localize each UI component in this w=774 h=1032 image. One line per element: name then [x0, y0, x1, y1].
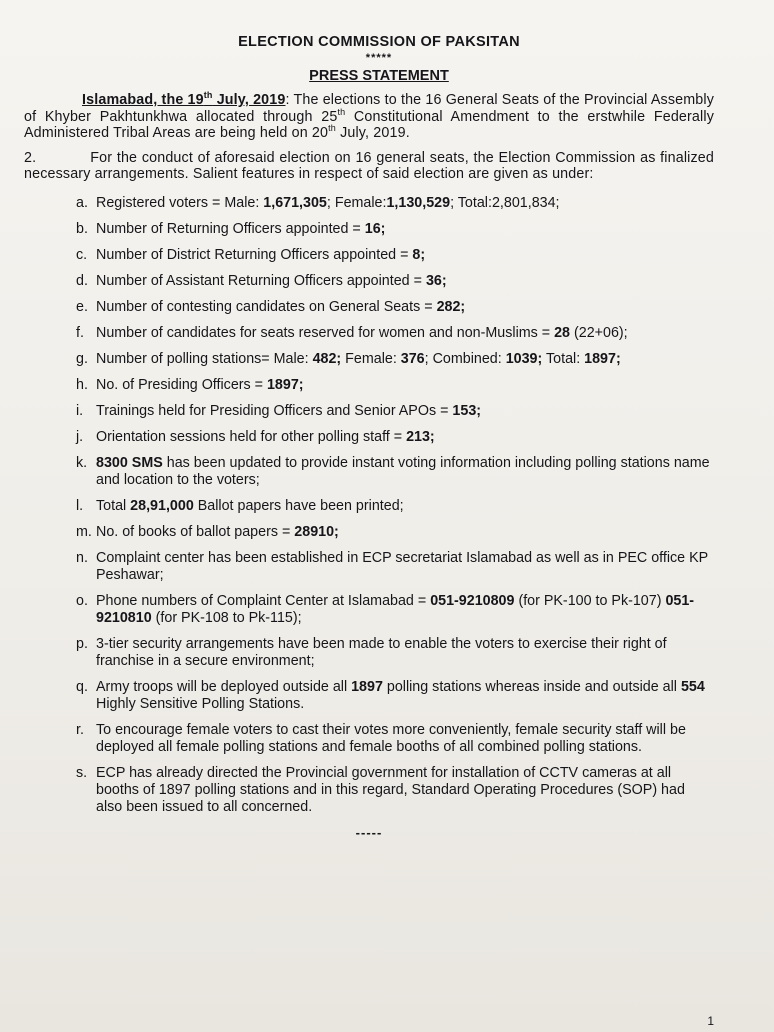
list-item-marker: b.: [76, 220, 88, 237]
list-item-text: Orientation sessions held for other polling staff = 213;: [96, 428, 435, 445]
list-item-marker: p.: [76, 635, 88, 652]
list-item-marker: r.: [76, 721, 84, 738]
list-item-text: Registered voters = Male: 1,671,305; Female:1,130,529; Total:2,801,834;: [96, 194, 560, 211]
list-item-text: Number of polling stations= Male: 482; Female: 376; Combined: 1039; Total: 1897;: [96, 350, 621, 367]
list-item-marker: l.: [76, 497, 84, 514]
list-item-text: Number of contesting candidates on General Seats = 282;: [96, 298, 466, 315]
list-item-marker: i.: [76, 402, 84, 419]
list-item-text: 8300 SMS has been updated to provide instant voting information including polling stations name and location to the voters;: [96, 454, 710, 488]
list-item-marker: f.: [76, 324, 84, 341]
list-item-marker: e.: [76, 298, 88, 315]
list-item-marker: h.: [76, 376, 88, 393]
list-item: [24, 299, 714, 316]
organization-name: ELECTION COMMISSION OF PAKSITAN: [238, 34, 520, 50]
list-item-text: To encourage female voters to cast their votes more conveniently, female security staff will be deployed all female polling stations and female booths of all combined polling stations.: [96, 721, 686, 755]
list-item: [24, 221, 714, 238]
list-item-marker: j.: [76, 428, 84, 445]
list-item-text: Complaint center has been established in ECP secretariat Islamabad as well as in PEC office KP Peshawar;: [96, 549, 708, 583]
list-item: [24, 636, 714, 670]
features-list: [24, 195, 714, 816]
paragraph-number: 2.: [24, 149, 37, 166]
list-item-text: ECP has already directed the Provincial government for installation of CCTV cameras at all booths of 1897 polling stations and in this regard, Standard Operating Procedures (SOP) had also been issued to all concerned.: [96, 764, 685, 815]
separator-stars: *****: [365, 52, 393, 64]
list-item-text: Number of District Returning Officers appointed = 8;: [96, 246, 426, 263]
list-item: [24, 524, 714, 541]
list-item-text: Phone numbers of Complaint Center at Islamabad = 051-9210809 (for PK-100 to Pk-107) 051-9210810 (for PK-108 to Pk-115);: [96, 592, 695, 626]
list-item-marker: q.: [76, 678, 88, 695]
list-item-text: No. of books of ballot papers = 28910;: [96, 523, 339, 540]
list-item: [24, 679, 714, 713]
list-item-text: Number of Returning Officers appointed = 16;: [96, 220, 386, 237]
paragraph-2-text: For the conduct of aforesaid election on 16 general seats, the Election Commission as finalized necessary arrangements. Salient features in respect of said election are given as under:: [24, 149, 714, 183]
list-item-text: No. of Presiding Officers = 1897;: [96, 376, 304, 393]
list-item: [24, 377, 714, 394]
list-item: [24, 429, 714, 446]
list-item: [24, 455, 714, 489]
list-item: [24, 550, 714, 584]
list-item-marker: o.: [76, 592, 88, 609]
list-item-text: Total 28,91,000 Ballot papers have been printed;: [96, 497, 404, 514]
list-item-text: 3-tier security arrangements have been made to enable the voters to exercise their right of franchise in a secure environment;: [96, 635, 667, 669]
list-item-text: Trainings held for Presiding Officers and Senior APOs = 153;: [96, 402, 482, 419]
paragraph-2: [24, 150, 714, 183]
list-item-text: Number of candidates for seats reserved for women and non-Muslims = 28 (22+06);: [96, 324, 628, 341]
list-item: [24, 351, 714, 368]
list-item: [24, 273, 714, 290]
list-item: [24, 195, 714, 212]
list-item: [24, 593, 714, 627]
intro-paragraph: Islamabad, the 19th July, 2019: The elections to the 16 General Seats of the Provincial Assembly of Khyber Pakhtunkhwa allocated through 25th Constitutional Amendment to the erstwhile Federally Administered Tribal Areas are being held on 20th July, 2019.: [24, 90, 715, 142]
list-item-text: Number of Assistant Returning Officers appointed = 36;: [96, 272, 447, 289]
letterhead: [24, 34, 714, 84]
list-item-marker: g.: [76, 350, 88, 367]
list-item-marker: k.: [76, 454, 88, 471]
list-item: [24, 498, 714, 515]
list-item: [24, 247, 714, 264]
list-item-text: Army troops will be deployed outside all 1897 polling stations whereas inside and outside all 554 Highly Sensitive Polling Stations.: [96, 678, 705, 712]
list-item: [24, 722, 714, 756]
list-item-marker: n.: [76, 549, 88, 566]
list-item-marker: s.: [76, 764, 88, 781]
end-mark: -----: [355, 824, 383, 840]
list-item-marker: d.: [76, 272, 88, 289]
list-item: [24, 765, 714, 816]
list-item-marker: a.: [76, 194, 88, 211]
list-item-marker: c.: [76, 246, 88, 263]
list-item-marker: m.: [76, 523, 92, 540]
list-item: [24, 403, 714, 420]
list-item: [24, 325, 714, 342]
dateline: Islamabad, the 19th July, 2019: [82, 90, 286, 108]
page-number: 1: [707, 1014, 714, 1028]
document-title: PRESS STATEMENT: [309, 68, 449, 84]
